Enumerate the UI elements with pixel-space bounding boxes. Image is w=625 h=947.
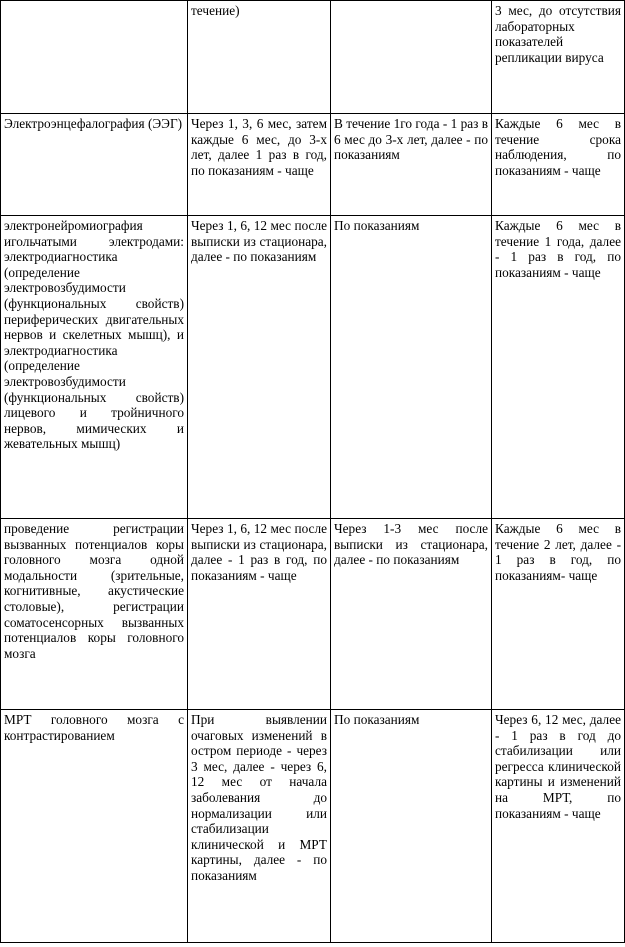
method-cell xyxy=(1,1,188,114)
schedule-cell: Через 1, 6, 12 мес после выписки из стационара, далее - по показаниям xyxy=(188,216,331,519)
method-cell: МРТ головного мозга с контрастированием xyxy=(1,710,188,943)
schedule-cell: Через 6, 12 мес, далее - 1 раз в год до стабилизации или регресса клинической картины и изменений на МРТ, по показаниям - чаще xyxy=(492,710,625,943)
table-row xyxy=(1,216,625,519)
schedule-cell: По показаниям xyxy=(331,216,492,519)
schedule-cell: Каждые 6 мес в течение срока наблюдения, по показаниям - чаще xyxy=(492,114,625,216)
schedule-cell: В течение 1го года - 1 раз в 6 мес до 3-х лет, далее - по показаниям xyxy=(331,114,492,216)
table-row xyxy=(1,114,625,216)
schedule-cell: Через 1-3 мес после выписки из стационара, далее - по показаниям xyxy=(331,519,492,710)
table-row xyxy=(1,710,625,943)
schedule-cell: При выявлении очаговых изменений в остром периоде - через 3 мес, далее - через 6, 12 мес от начала заболевания до нормализации или стабилизации клинической и МРТ картины, далее - по показаниям xyxy=(188,710,331,943)
table-row xyxy=(1,1,625,114)
schedule-cell: По показаниям xyxy=(331,710,492,943)
table-row xyxy=(1,519,625,710)
method-cell: проведение регистрации вызванных потенциалов коры головного мозга одной модальности (зрительные, когнитивные, акустические столовые), регистрации соматосенсорных вызванных потенциалов коры головного мозга xyxy=(1,519,188,710)
schedule-cell: Каждые 6 мес в течение 2 лет, далее - 1 раз в год, по показаниям- чаще xyxy=(492,519,625,710)
schedule-cell: Каждые 6 мес в течение 1 года, далее - 1 раз в год, по показаниям - чаще xyxy=(492,216,625,519)
schedule-cell: 3 мес, до отсутствия лабораторных показателей репликации вируса xyxy=(492,1,625,114)
schedule-cell: течение) xyxy=(188,1,331,114)
schedule-cell: Через 1, 6, 12 мес после выписки из стационара, далее - 1 раз в год, по показаниям - чаще xyxy=(188,519,331,710)
schedule-cell: Через 1, 3, 6 мес, затем каждые 6 мес, до 3-х лет, далее 1 раз в год, по показаниям - чаще xyxy=(188,114,331,216)
schedule-cell xyxy=(331,1,492,114)
method-cell: электронейромиография игольчатыми электродами: электродиагностика (определение электровозбудимости (функциональных свойств) периферических двигательных нервов и скелетных мышц), и электродиагностика (определение электровозбудимости (функциональных свойств) лицевого и тройничного нервов, мимических и жевательных мышц) xyxy=(1,216,188,519)
method-cell: Электроэнцефалография (ЭЭГ) xyxy=(1,114,188,216)
